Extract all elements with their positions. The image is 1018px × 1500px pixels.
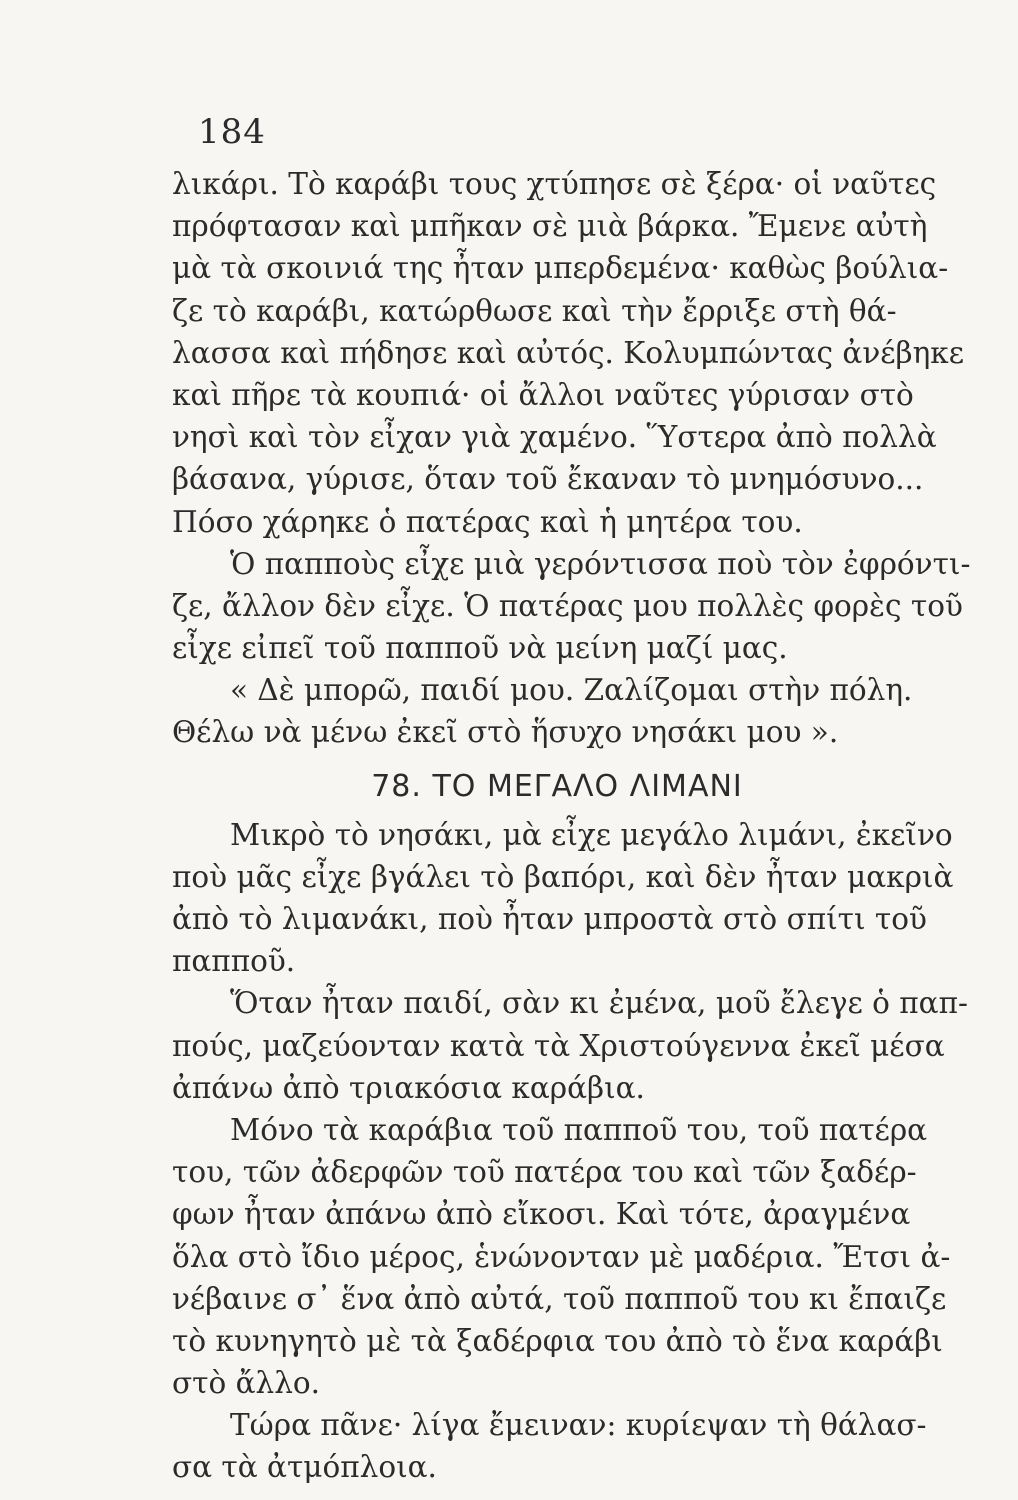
text-line: ἀπάνω ἀπὸ τριακόσια καράβια. (172, 1070, 645, 1105)
text-line: ζε, ἄλλον δὲν εἶχε. Ὁ πατέρας μου πολλὲς φορὲς τοῦ (172, 588, 963, 623)
section-heading: 78. ΤΟ ΜΕΓΑΛΟ ΛΙΜΑΝΙ (371, 768, 743, 804)
text-line: Πόσο χάρηκε ὁ πατέρας καὶ ἡ μητέρα του. (172, 504, 803, 539)
text-line: λικάρι. Τὸ καράβι τους χτύπησε σὲ ξέρα· οἱ ναῦτες (172, 167, 937, 201)
text-line: τὸ κυνηγητὸ μὲ τὰ ξαδέρφια του ἀπὸ τὸ ἕνα καράβι (172, 1323, 943, 1358)
text-line: μὰ τὰ σκοινιά της ἦταν μπερδεμένα· καθὼς βούλια- (172, 251, 949, 286)
text-line: Μόνο τὰ καράβια τοῦ παπποῦ του, τοῦ πατέρα (230, 1112, 928, 1147)
text-line: σα τὰ ἀτμόπλοια. (172, 1450, 437, 1485)
text-line: παπποῦ. (172, 944, 296, 979)
text-line: εἶχε εἰπεῖ τοῦ παπποῦ νὰ μείνη μαζί μας. (172, 631, 788, 666)
text-line: ἀπὸ τὸ λιμανάκι, ποὺ ἦταν μπροστὰ στὸ σπίτι τοῦ (172, 902, 927, 936)
paragraph-2 (172, 543, 971, 670)
text-line: βάσανα, γύρισε, ὅταν τοῦ ἔκαναν τὸ μνημόσυνο... (172, 462, 924, 497)
text-block (172, 163, 971, 1489)
text-line: νησὶ καὶ τὸν εἶχαν γιὰ χαμένο. Ὕστερα ἀπὸ πολλὰ (172, 420, 937, 455)
text-line: ὅλα στὸ ἴδιο μέρος, ἑνώνονταν μὲ μαδέρια. Ἔτσι ἀ- (172, 1239, 951, 1274)
page-number: 184 (198, 112, 266, 152)
paragraph-4 (172, 814, 962, 983)
text-line: στὸ ἄλλο. (172, 1366, 321, 1401)
text-line: πούς, μαζεύονταν κατὰ τὰ Χριστούγεννα ἐκεῖ μέσα (172, 1028, 945, 1063)
paragraph-6 (172, 1109, 962, 1404)
text-line: καὶ πῆρε τὰ κουπιά· οἱ ἄλλοι ναῦτες γύρισαν στὸ (172, 377, 914, 412)
text-line: « Δὲ μπορῶ, παιδί μου. Ζαλίζομαι στὴν πόλη. (230, 673, 913, 708)
text-line: Ὁ παπποὺς εἶχε μιὰ γερόντισσα ποὺ τὸν ἐφρόντι- (230, 546, 971, 581)
text-line: πρόφτασαν καὶ μπῆκαν σὲ μιὰ βάρκα. Ἔμενε αὐτὴ (172, 209, 928, 244)
text-line: νέβαινε σ᾽ ἕνα ἀπὸ αὐτά, τοῦ παπποῦ του κι ἔπαιζε (172, 1281, 947, 1316)
paragraph-5 (172, 982, 968, 1109)
text-line: του, τῶν ἀδερφῶν τοῦ πατέρα του καὶ τῶν ξαδέρ- (172, 1155, 917, 1190)
paragraph-7 (172, 1404, 962, 1488)
text-line: λασσα καὶ πήδησε καὶ αὐτός. Κολυμπώντας ἀνέβηκε (172, 335, 965, 370)
text-line: ποὺ μᾶς εἶχε βγάλει τὸ βαπόρι, καὶ δὲν ἦταν μακριὰ (172, 859, 954, 894)
text-line: Θέλω νὰ μένω ἐκεῖ στὸ ἥσυχο νησάκι μου ». (172, 715, 839, 750)
text-line: ζε τὸ καράβι, κατώρθωσε καὶ τὴν ἔρριξε στὴ θά- (172, 293, 897, 328)
text-line: Ὅταν ἦταν παιδί, σὰν κι ἐμένα, μοῦ ἔλεγε ὁ παπ- (230, 986, 968, 1021)
paragraph-3 (172, 669, 962, 753)
text-line: Μικρὸ τὸ νησάκι, μὰ εἶχε μεγάλο λιμάνι, ἐκεῖνο (230, 817, 953, 852)
paragraph-1 (172, 163, 965, 543)
text-line: φων ἦταν ἀπάνω ἀπὸ εἴκοσι. Καὶ τότε, ἀραγμένα (172, 1197, 911, 1232)
text-line: Τώρα πᾶνε· λίγα ἔμειναν: κυρίεψαν τὴ θάλασ- (230, 1408, 927, 1443)
